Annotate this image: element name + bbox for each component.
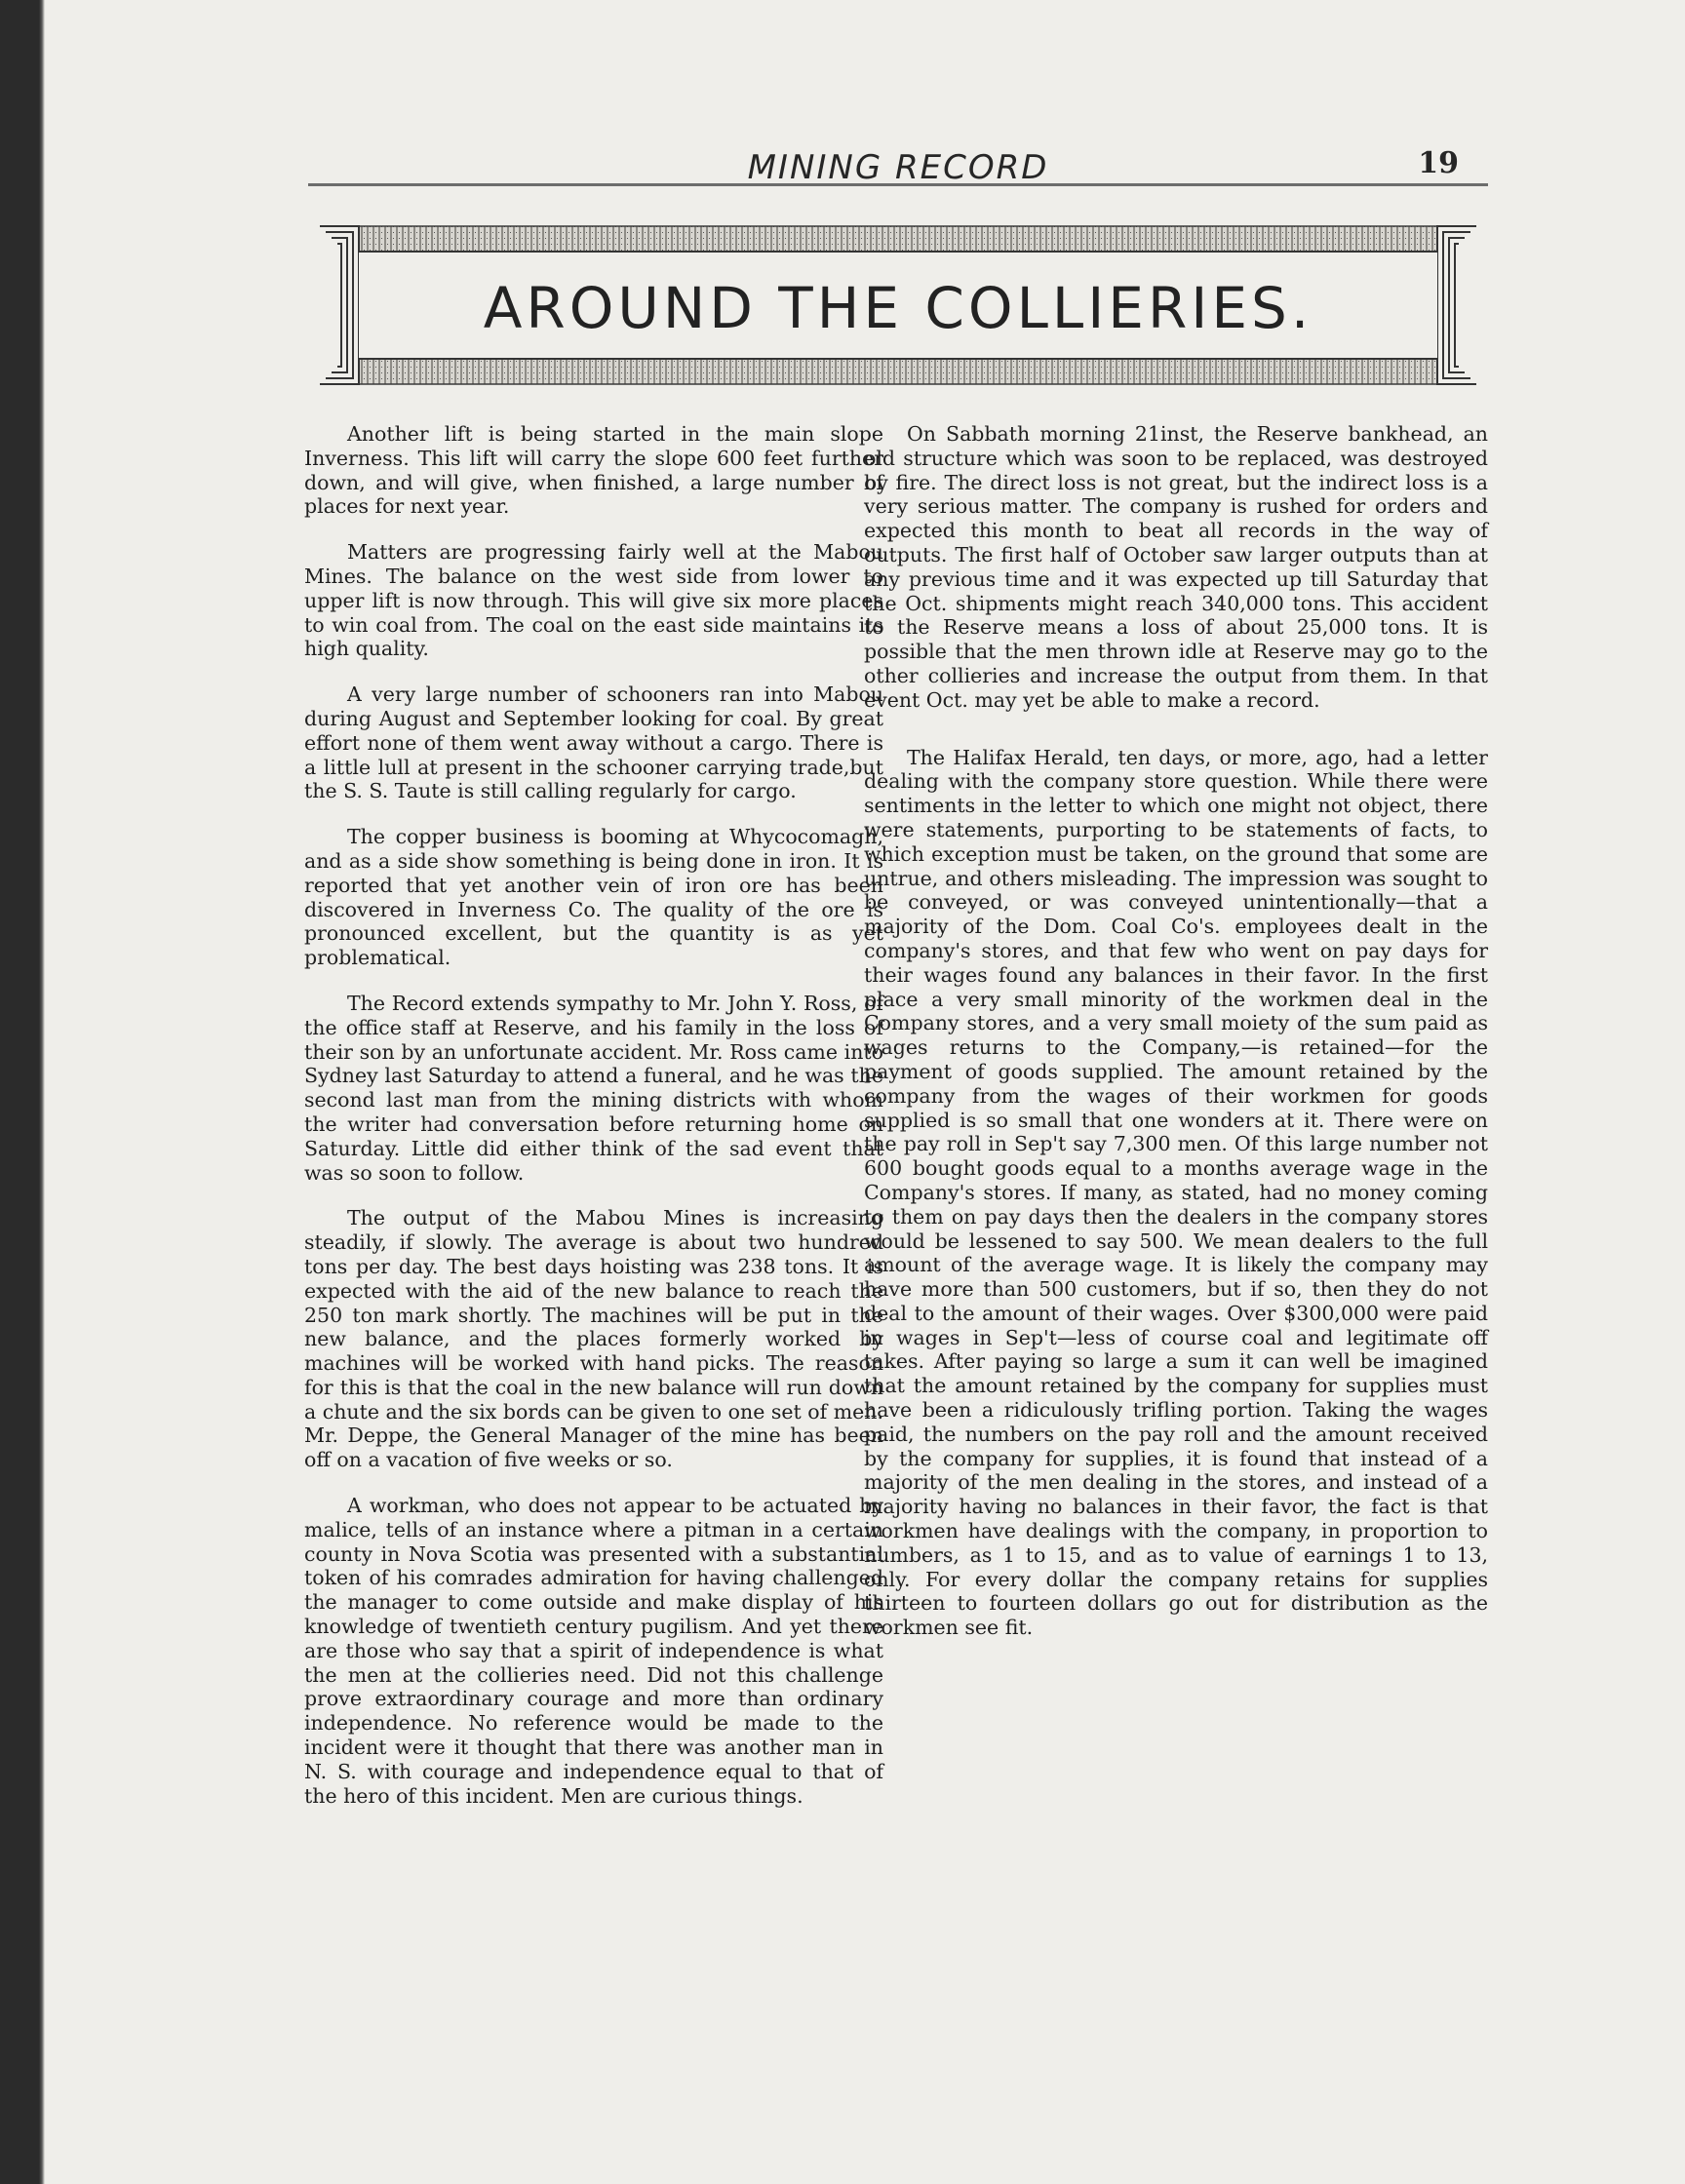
article-paragraph: On Sabbath morning 21inst, the Reserve bankhead, an old structure which was soon to be replaced, was destroyed by fire. The direct loss is not great, but the indirect loss is a very serious matter. The company is rushed for orders and expected this month to beat all records in the way of outputs. The first half of October saw larger outputs than at any previous time and it was expected up till Saturday that the Oct. shipments might reach 340,000 tons. This accident to the Reserve means a loss of about 25,000 tons. It is possible that the men thrown idle at Reserve may go to the other collieries and increase the output from them. In that event Oct. may yet be able to make a record. [864,422,1488,712]
article-paragraph: A very large number of schooners ran into Mabou during August and September looking for coal. By great effort none of them went away without a cargo. There is a little lull at present in the schooner carrying trade,but the S. S. Taute is still calling regularly for cargo. [304,682,883,803]
scan-binding-edge [0,0,45,2184]
article-paragraph: Another lift is being started in the main slope Inverness. This lift will carry the slope 600 feet further down, and will give, when finished, a large number of places for next year. [304,422,883,519]
page-number: 19 [1418,146,1459,180]
banner-title: AROUND THE COLLIERIES. [483,275,1313,341]
article-paragraph: A workman, who does not appear to be actuated by malice, tells of an instance where a pitman in a certain county in Nova Scotia was presented with a substantial token of his comrades admiration for having challenged the manager to come outside and make display of his knowledge of twentieth century pugilism. And yet there are those who say that a spirit of independence is what the men at the collieries need. Did not this challenge prove extraordinary courage and more than ordinary independence. No reference would be made to the incident were it thought that there was another man in N. S. with courage and independence equal to that of the hero of this incident. Men are curious things. [304,1494,883,1808]
left-column [304,422,883,1829]
publication-title: MINING RECORD [747,148,1049,187]
article-paragraph: The Halifax Herald, ten days, or more, ago, had a letter dealing with the company store question. While there were sentiments in the letter to which one might not object, there were statements, purporting to be statements of facts, to which exception must be taken, on the ground that some are untrue, and others misleading. The impression was sought to be conveyed, or was conveyed unintentionally—that a majority of the Dom. Coal Co's. employees dealt in the company's stores, and that few who went on pay days for their wages found any balances in their favor. In the first place a very small minority of the workmen deal in the Company stores, and a very small moiety of the sum paid as wages returns to the Company,—is retained—for the payment of goods supplied. The amount retained by the company from the wages of their workmen for goods supplied is so small that one wonders at it. There were on the pay roll in Sep't say 7,300 men. Of this large number not 600 bought goods equal to a months average wage in the Company's stores. If many, as stated, had no money coming to them on pay days then the dealers in the company stores would be lessened to say 500. We mean dealers to the full amount of the average wage. It is likely the company may have more than 500 customers, but if so, then they do not deal to the amount of their wages. Over $300,000 were paid in wages in Sep't—less of course coal and legitimate off takes. After paying so large a sum it can well be imagined that the amount retained by the company for supplies must have been a ridiculously trifling portion. Taking the wages paid, the numbers on the pay roll and the amount received by the company for supplies, it is found that instead of a majority of the men dealing in the stores, and instead of a majority having no balances in their favor, the fact is that workmen have dealings with the company, in proportion to numbers, as 1 to 15, and as to value of earnings 1 to 13, only. For every dollar the company retains for supplies thirteen to fourteen dollars go out for distribution as the workmen see fit. [864,745,1488,1640]
running-header [308,144,1488,186]
article-paragraph: The Record extends sympathy to Mr. John Y. Ross, of the office staff at Reserve, and his family in the loss of their son by an unfortunate accident. Mr. Ross came into Sydney last Saturday to attend a funeral, and he was the second last man from the mining districts with whom the writer had conversation before returning home on Saturday. Little did either think of the sad event that was so soon to follow. [304,991,883,1185]
article-paragraph: The output of the Mabou Mines is increasing steadily, if slowly. The average is about two hundred tons per day. The best days hoisting was 238 tons. It is expected with the aid of the new balance to reach the 250 ton mark shortly. The machines will be put in the new balance, and the places formerly worked by machines will be worked with hand picks. The reason for this is that the coal in the new balance will run down a chute and the six bords can be given to one set of men. Mr. Deppe, the General Manager of the mine has been off on a vacation of five weeks or so. [304,1206,883,1472]
document-page [45,0,1685,2184]
section-banner [320,218,1476,392]
right-column [864,422,1488,1661]
article-paragraph: Matters are progressing fairly well at the Mabou Mines. The balance on the west side from lower to upper lift is now through. This will give six more places to win coal from. The coal on the east side maintains its high quality. [304,540,883,661]
article-paragraph: The copper business is booming at Whycocomagh, and as a side show something is being done in iron. It is reported that yet another vein of iron ore has been discovered in Inverness Co. The quality of the ore is pronounced excellent, but the quantity is as yet problematical. [304,825,883,970]
